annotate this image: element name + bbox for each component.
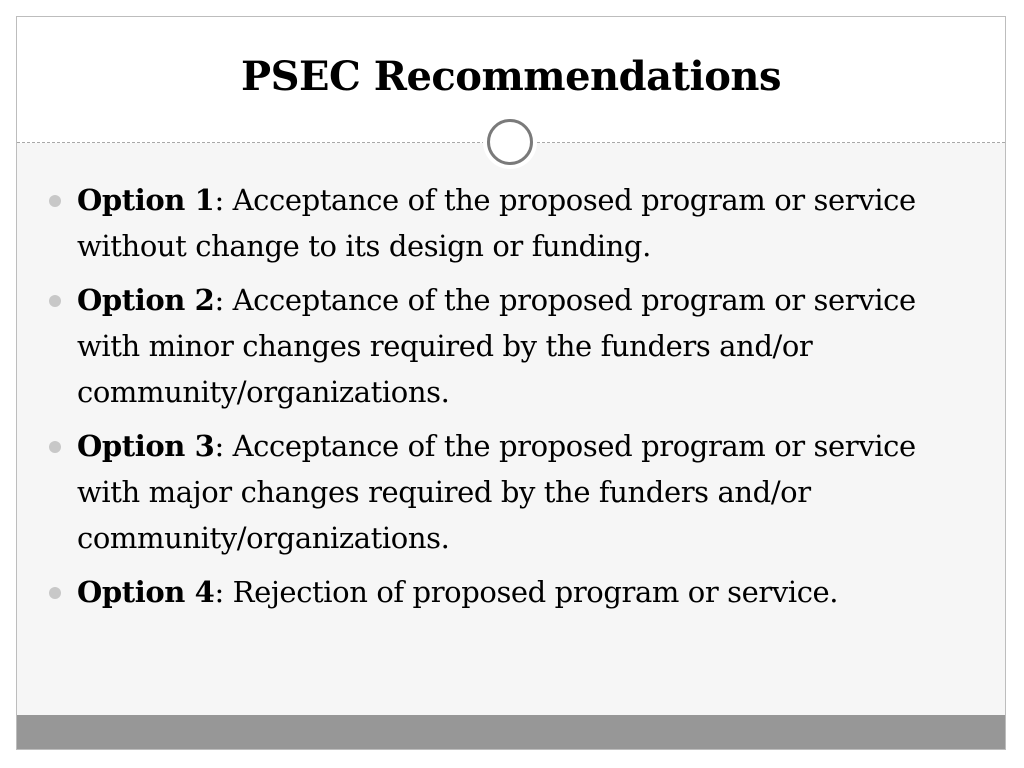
bullet-dot-icon xyxy=(49,441,61,453)
bullet-dot-icon xyxy=(49,295,61,307)
bullet-item-option-1 xyxy=(45,177,985,269)
slide xyxy=(16,16,1006,750)
option-text: : Acceptance of the proposed program or service with major changes required by the funders and/or community/organizations. xyxy=(77,429,916,555)
bullet-item-option-2 xyxy=(45,277,985,415)
bullet-list xyxy=(45,177,985,623)
slide-title: PSEC Recommendations xyxy=(241,53,781,100)
option-text: : Rejection of proposed program or service. xyxy=(214,575,839,609)
bullet-item-option-4 xyxy=(45,569,985,615)
option-label: Option 1 xyxy=(77,183,215,217)
bullet-dot-icon xyxy=(49,195,61,207)
option-label: Option 2 xyxy=(77,283,215,317)
bullet-item-option-3 xyxy=(45,423,985,561)
option-label: Option 4 xyxy=(77,575,215,609)
option-text: : Acceptance of the proposed program or service without change to its design or funding. xyxy=(77,183,916,263)
footer-bar xyxy=(17,715,1005,749)
bullet-dot-icon xyxy=(49,587,61,599)
divider-ring-ornament xyxy=(483,115,537,169)
option-text: : Acceptance of the proposed program or service with minor changes required by the funders and/or community/organizations. xyxy=(77,283,916,409)
ring-icon xyxy=(487,119,533,165)
option-label: Option 3 xyxy=(77,429,215,463)
